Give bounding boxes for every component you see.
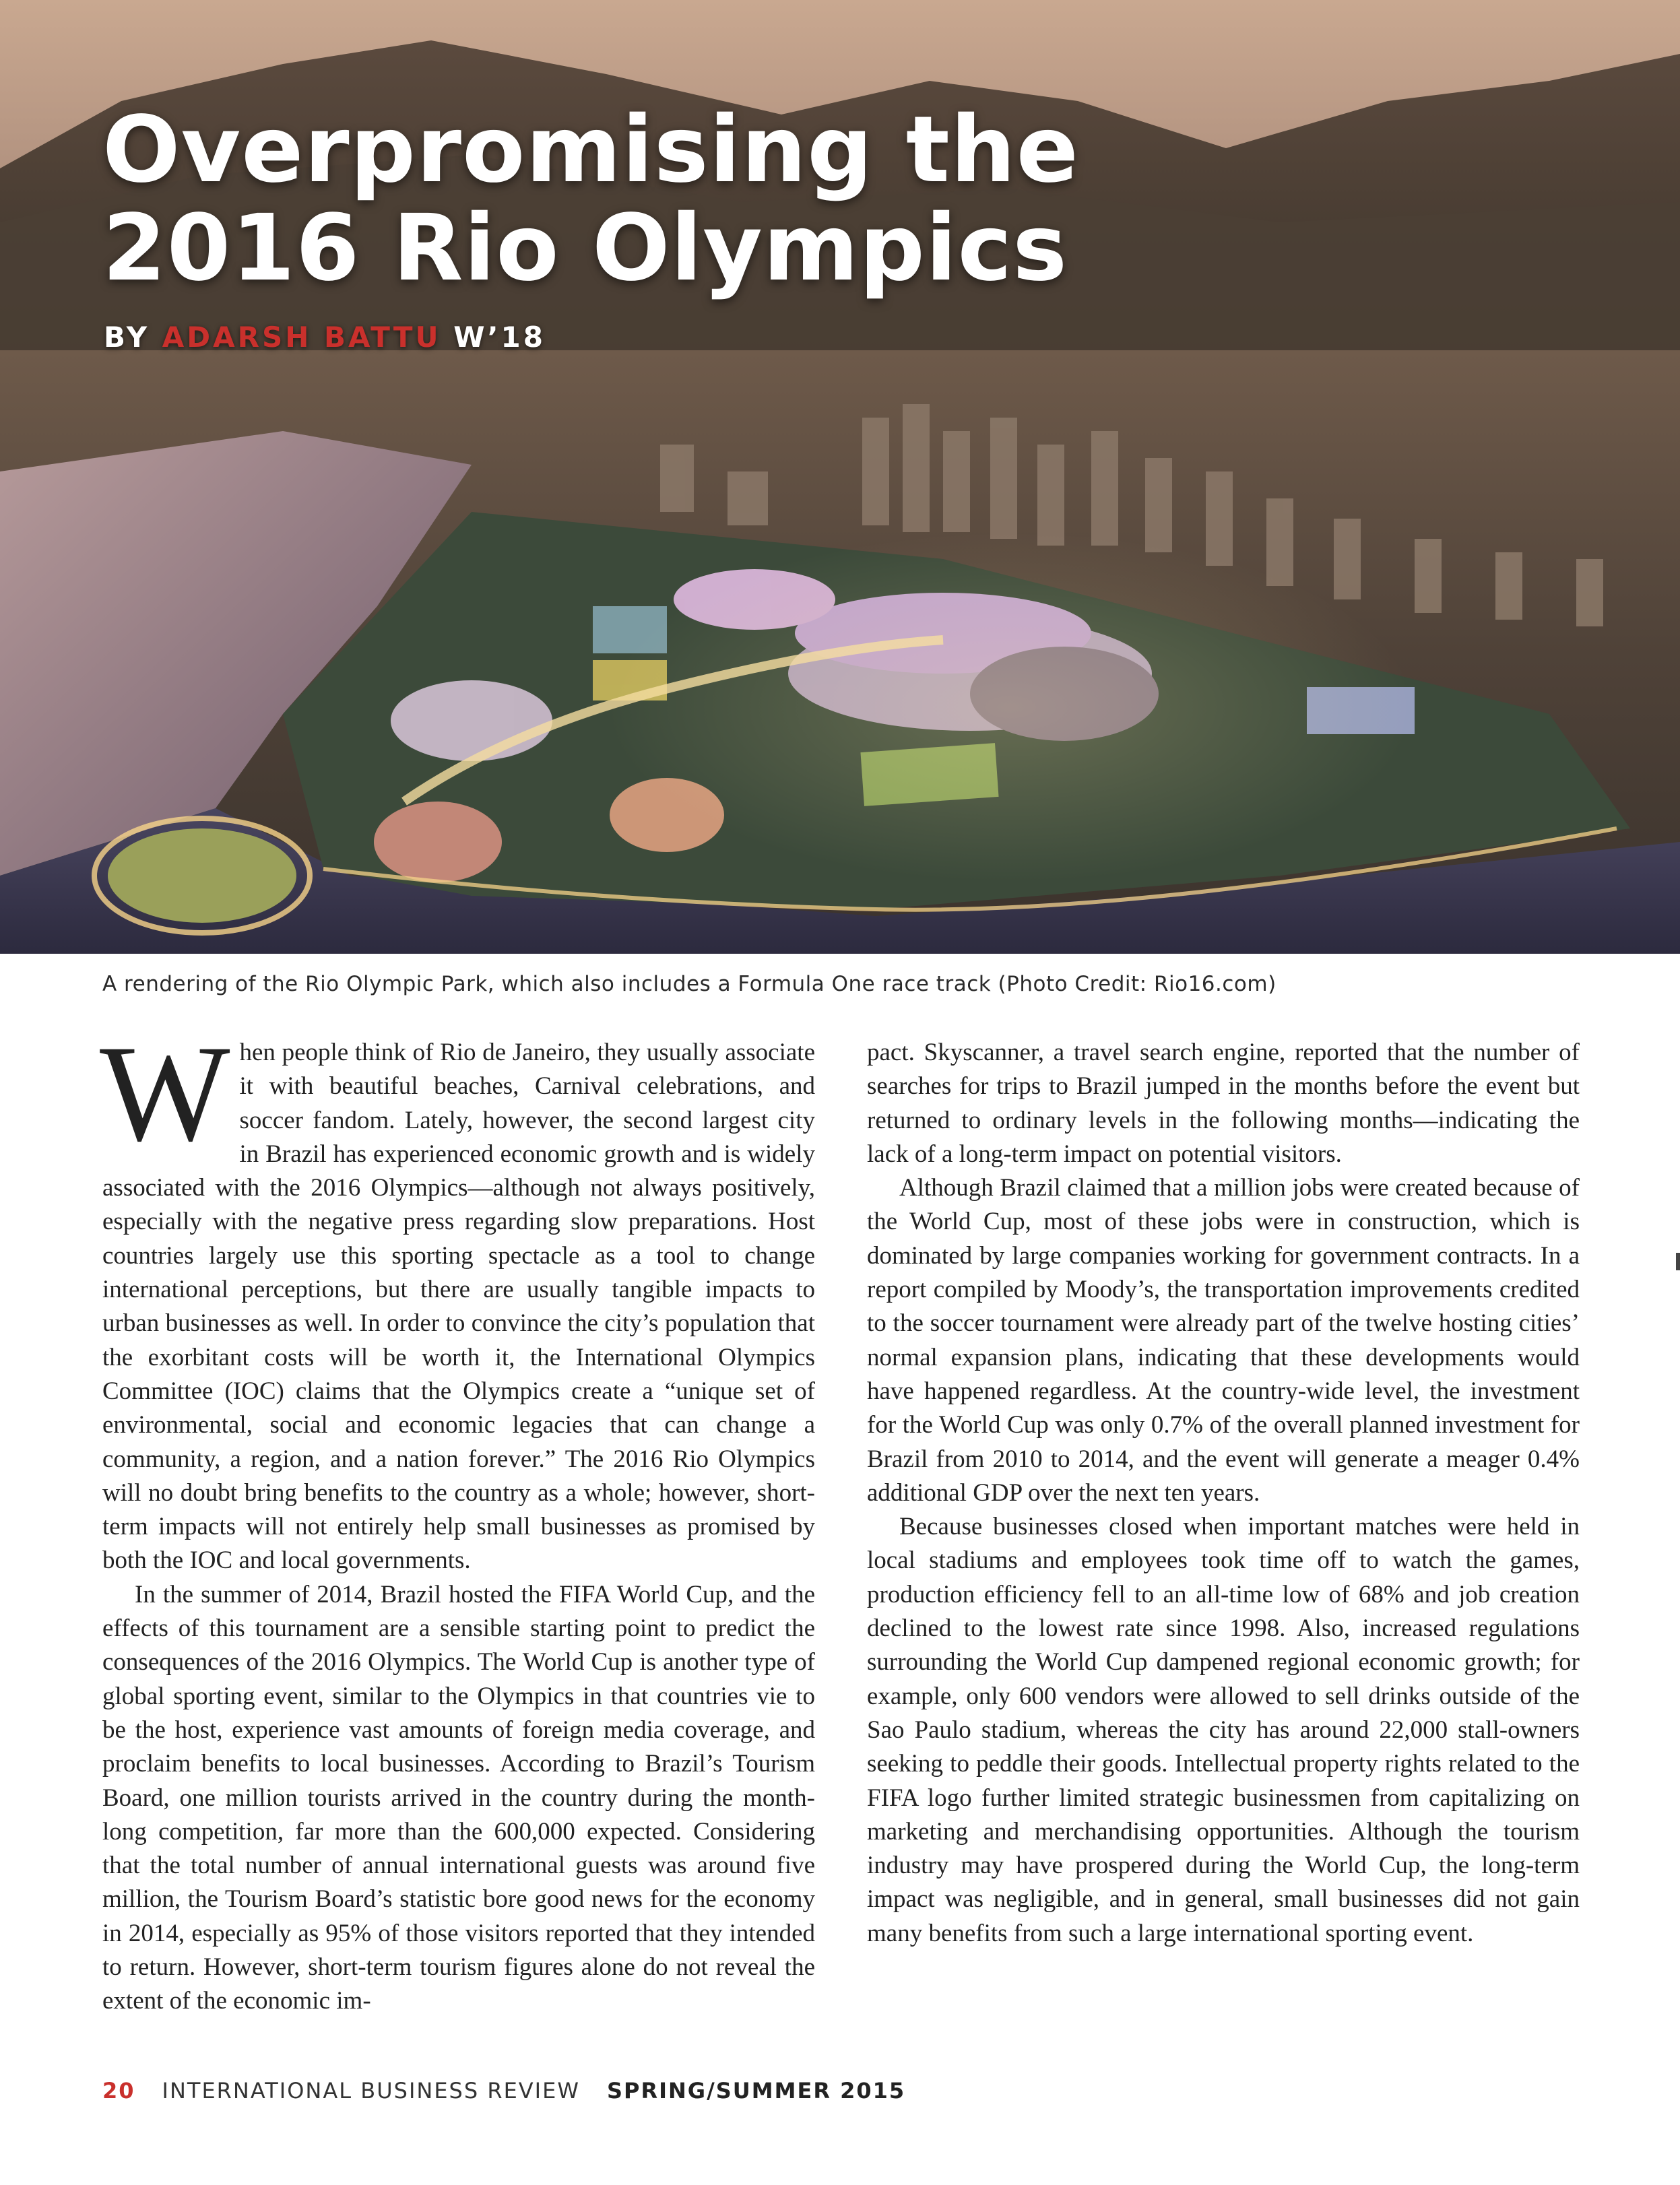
article-paragraph-2-continued: pact. Skyscanner, a travel search engine, reported that the number of searches for trips to Brazil jumped in the months before the event but returned to ordinary levels in the following months—indicating the lack of a long-term impact on potential visitors. <box>867 1039 1580 1168</box>
byline <box>104 321 546 354</box>
drop-cap: W <box>100 1017 230 1170</box>
byline-prefix: BY <box>104 321 150 354</box>
paragraph-1-text: hen people think of Rio de Janeiro, they usually associate it with beautiful beaches, Carnival celebrations, and soccer fandom. Lately, however, the second largest city in Brazil has experienced economic growth and is widely associated with the 2016 Olympics—although not always positively, especially with the negative press regarding slow preparations. Host countries largely use this sporting spectacle as a tool to change international perceptions, but there are usually tangible impacts to urban businesses as well. In order to convince the city’s population that the exorbitant costs will be worth it, the International Olympics Committee (IOC) claims that the Olympics create a “unique set of environmental, social and economic legacies that can change a community, a region, and a nation forever.” The 2016 Rio Olympics will no doubt bring benefits to the country as a whole; however, short-term impacts will not entirely help small businesses as promised by both the IOC and local governments. <box>102 1039 815 1575</box>
article-paragraph-4: Because businesses closed when important matches were held in local stadiums and employees took time off to watch the games, production efficiency fell to an all-time low of 68% and job creation declined to the lowest rate since 1998. Also, increased regulations surrounding the World Cup dampened regional economic growth; for example, only 600 vendors were allowed to sell drinks outside of the Sao Paulo stadium, whereas the city has around 22,000 stall-owners seeking to peddle their goods. Intellectual property rights related to the FIFA logo further limited strategic businessmen from capitalizing on marketing and merchandising opportunities. Although the tourism industry may have prospered during the World Cup, the long-term impact was negligible, and in general, small businesses did not gain many benefits from such a large international sporting event. <box>867 1513 1580 1947</box>
publication-name: INTERNATIONAL BUSINESS REVIEW <box>162 2078 580 2104</box>
hero-photo <box>0 0 1680 954</box>
title-line-1: Overpromising the <box>102 97 1079 203</box>
article-column-right <box>867 1036 1580 1951</box>
article-column-left <box>100 1017 815 2019</box>
article-paragraph-3: Although Brazil claimed that a million jobs were created because of the World Cup, most of these jobs were in construction, which is dominated by large companies working for government contracts. In a report compiled by Moody’s, the transportation improvements credited to the soccer tournament were already part of the twelve hosting cities’ normal expansion plans, indicating that these developments would have happened regardless. At the country-wide level, the investment for the World Cup was only 0.7% of the overall planned investment for Brazil from 2010 to 2014, and the event will generate a meager 0.4% additional GDP over the next ten years. <box>867 1174 1580 1507</box>
photo-caption: A rendering of the Rio Olympic Park, which also includes a Formula One race track (Photo Credit: Rio16.com) <box>102 972 1277 996</box>
issue-label: SPRING/SUMMER 2015 <box>606 2078 906 2104</box>
byline-class-year: W’18 <box>453 321 546 354</box>
article-title <box>102 97 1079 302</box>
page-number: 20 <box>102 2078 135 2104</box>
article-paragraph-1 <box>100 1017 815 1578</box>
article-paragraph-2: In the summer of 2014, Brazil hosted the FIFA World Cup, and the effects of this tournament are a sensible starting point to predict the consequences of the 2016 Olympics. The World Cup is another type of global sporting event, similar to the Olympics in that countries vie to be the host, experience vast amounts of foreign media coverage, and proclaim benefits to local businesses. According to Brazil’s Tourism Board, one million tourists arrived in the country during the month-long competition, far more than the 600,000 expected. Considering that the total number of annual international guests was around five million, the Tourism Board’s statistic bore good news for the economy in 2014, especially as 95% of those visitors reported that they intended to return. However, short-term tourism figures alone do not reveal the extent of the economic im- <box>102 1580 815 2015</box>
title-line-2: 2016 Rio Olympics <box>102 195 1068 302</box>
page-footer <box>102 2078 905 2104</box>
page-edge-mark <box>1676 1253 1680 1270</box>
byline-author: ADARSH BATTU <box>162 321 441 354</box>
